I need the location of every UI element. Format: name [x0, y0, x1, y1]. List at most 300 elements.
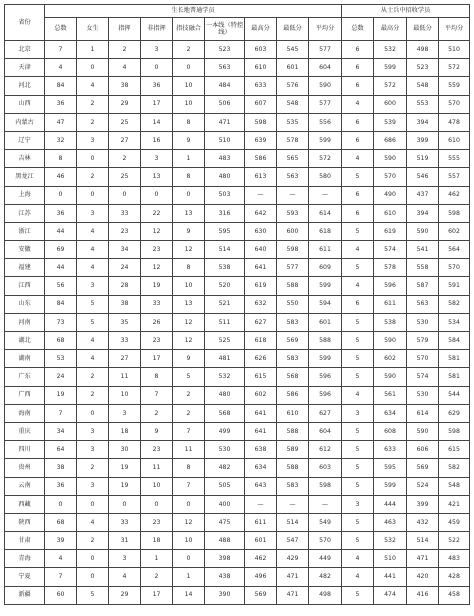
- table-cell: 481: [205, 350, 245, 368]
- table-row: [5, 404, 470, 422]
- table-row: [5, 95, 470, 113]
- table-cell: 569: [245, 586, 277, 604]
- province-cell: 湖南: [5, 350, 45, 368]
- table-cell: 532: [205, 368, 245, 386]
- table-cell: 33: [109, 204, 141, 222]
- table-cell: 8: [173, 168, 205, 186]
- table-cell: 607: [245, 95, 277, 113]
- table-cell: 3: [77, 131, 109, 149]
- table-cell: 609: [309, 259, 342, 277]
- table-cell: 634: [245, 459, 277, 477]
- table-cell: 8: [173, 259, 205, 277]
- table-cell: 19: [141, 277, 173, 295]
- table-cell: 9: [173, 131, 205, 149]
- table-cell: 458: [439, 586, 470, 604]
- table-cell: 598: [439, 422, 470, 440]
- table-cell: 12: [141, 259, 173, 277]
- table-row: [5, 59, 470, 77]
- table-cell: 3: [77, 277, 109, 295]
- table-cell: 33: [109, 332, 141, 350]
- table-cell: 612: [309, 441, 342, 459]
- table-cell: 577: [309, 41, 342, 59]
- table-cell: 4: [77, 513, 109, 531]
- table-cell: 619: [245, 277, 277, 295]
- table-cell: 4: [77, 222, 109, 240]
- table-cell: 534: [439, 313, 470, 331]
- table-cell: 2: [173, 386, 205, 404]
- table-cell: 25: [109, 168, 141, 186]
- table-cell: 520: [205, 277, 245, 295]
- table-cell: 2: [173, 404, 205, 422]
- table-cell: 478: [439, 113, 470, 131]
- table-cell: 2: [77, 368, 109, 386]
- table-cell: 578: [277, 131, 309, 149]
- table-row: [5, 550, 470, 568]
- table-row: [5, 204, 470, 222]
- table-cell: 563: [277, 168, 309, 186]
- table-row: [5, 386, 470, 404]
- table-cell: 629: [439, 404, 470, 422]
- province-cell: 黑龙江: [5, 168, 45, 186]
- col-first-tier-line-header: 一本线（特控线）: [205, 18, 245, 41]
- col-tech-command-header: 指技融合: [173, 18, 205, 41]
- table-row: [5, 495, 470, 513]
- table-cell: 603: [309, 459, 342, 477]
- table-row: [5, 259, 470, 277]
- table-cell: 0: [77, 404, 109, 422]
- table-cell: 569: [277, 332, 309, 350]
- table-cell: 23: [109, 222, 141, 240]
- table-cell: 34: [45, 422, 77, 440]
- table-cell: 3: [141, 150, 173, 168]
- table-cell: 496: [245, 568, 277, 586]
- table-cell: 541: [407, 241, 439, 259]
- table-cell: 596: [309, 386, 342, 404]
- table-cell: 577: [309, 95, 342, 113]
- table-cell: 1: [173, 150, 205, 168]
- local-students-group-header: 生长地普通学员: [45, 5, 342, 18]
- table-cell: 32: [45, 131, 77, 149]
- table-row: [5, 586, 470, 604]
- table-cell: 601: [245, 532, 277, 550]
- table-cell: 5: [342, 586, 374, 604]
- table-cell: 626: [245, 350, 277, 368]
- table-cell: 555: [439, 150, 470, 168]
- table-cell: 10: [173, 532, 205, 550]
- table-cell: 548: [277, 95, 309, 113]
- table-cell: 5: [342, 532, 374, 550]
- table-cell: 53: [45, 350, 77, 368]
- table-cell: 506: [205, 95, 245, 113]
- table-cell: 480: [205, 168, 245, 186]
- table-row: [5, 295, 470, 313]
- table-row: [5, 313, 470, 331]
- table-cell: 565: [277, 150, 309, 168]
- table-row: [5, 477, 470, 495]
- table-cell: 619: [374, 222, 407, 240]
- table-cell: 38: [45, 459, 77, 477]
- table-cell: 4: [77, 332, 109, 350]
- table-row: [5, 532, 470, 550]
- table-cell: 0: [173, 495, 205, 513]
- table-cell: 602: [374, 350, 407, 368]
- table-cell: 1: [77, 41, 109, 59]
- table-cell: 615: [439, 441, 470, 459]
- table-cell: 5: [342, 422, 374, 440]
- table-cell: 28: [109, 277, 141, 295]
- table-cell: 68: [45, 332, 77, 350]
- table-body: [5, 41, 470, 605]
- table-cell: 601: [309, 313, 342, 331]
- table-cell: 2: [77, 386, 109, 404]
- table-cell: 420: [407, 568, 439, 586]
- table-cell: 29: [109, 95, 141, 113]
- table-cell: 563: [407, 295, 439, 313]
- table-cell: 8: [45, 150, 77, 168]
- table-cell: 0: [77, 59, 109, 77]
- table-cell: 633: [245, 77, 277, 95]
- table-cell: 550: [277, 295, 309, 313]
- table-cell: 545: [277, 41, 309, 59]
- table-cell: 4: [342, 386, 374, 404]
- table-cell: 558: [407, 259, 439, 277]
- table-cell: 5: [342, 350, 374, 368]
- table-cell: 610: [374, 204, 407, 222]
- table-cell: 532: [374, 41, 407, 59]
- table-cell: 2: [77, 168, 109, 186]
- table-cell: 510: [439, 41, 470, 59]
- table-cell: 600: [277, 222, 309, 240]
- table-cell: 570: [374, 168, 407, 186]
- table-cell: 574: [374, 241, 407, 259]
- table-cell: 0: [77, 495, 109, 513]
- table-cell: 31: [109, 532, 141, 550]
- table-cell: 582: [439, 459, 470, 477]
- table-cell: 19: [109, 459, 141, 477]
- province-cell: 西藏: [5, 495, 45, 513]
- table-cell: 1: [173, 568, 205, 586]
- table-cell: 564: [439, 241, 470, 259]
- table-cell: 398: [205, 550, 245, 568]
- table-cell: 614: [309, 204, 342, 222]
- table-cell: 2: [141, 404, 173, 422]
- table-cell: 603: [245, 41, 277, 59]
- table-cell: 0: [45, 495, 77, 513]
- table-row: [5, 332, 470, 350]
- table-cell: 10: [173, 95, 205, 113]
- table-cell: 4: [45, 59, 77, 77]
- table-cell: 7: [45, 41, 77, 59]
- table-cell: 611: [245, 513, 277, 531]
- table-cell: 590: [374, 332, 407, 350]
- table-cell: 6: [342, 131, 374, 149]
- table-cell: 570: [407, 350, 439, 368]
- province-cell: 辽宁: [5, 131, 45, 149]
- table-cell: 4: [45, 550, 77, 568]
- province-cell: 江西: [5, 277, 45, 295]
- table-cell: 556: [309, 113, 342, 131]
- table-row: [5, 441, 470, 459]
- table-cell: 5: [77, 586, 109, 604]
- table-cell: 3: [109, 550, 141, 568]
- table-cell: 432: [407, 513, 439, 531]
- table-cell: 24: [45, 368, 77, 386]
- table-cell: 596: [374, 277, 407, 295]
- table-cell: 7: [45, 568, 77, 586]
- table-cell: 511: [205, 313, 245, 331]
- table-cell: 686: [374, 131, 407, 149]
- col-min-score-header: 最低分: [277, 18, 309, 41]
- province-cell: 山东: [5, 295, 45, 313]
- table-row: [5, 568, 470, 586]
- table-cell: 578: [374, 259, 407, 277]
- table-cell: 24: [109, 259, 141, 277]
- table-cell: 0: [109, 495, 141, 513]
- province-cell: 天津: [5, 59, 45, 77]
- table-cell: 13: [173, 204, 205, 222]
- table-cell: 4: [77, 350, 109, 368]
- table-cell: 34: [109, 241, 141, 259]
- header-row-columns: [5, 18, 470, 41]
- col-command-header: 指挥: [109, 18, 141, 41]
- table-cell: 7: [141, 386, 173, 404]
- table-cell: 525: [205, 332, 245, 350]
- table-cell: 583: [277, 477, 309, 495]
- table-cell: 595: [374, 459, 407, 477]
- table-cell: 643: [245, 477, 277, 495]
- table-cell: 4: [77, 259, 109, 277]
- admissions-score-table: [4, 4, 470, 605]
- table-cell: 586: [245, 150, 277, 168]
- table-cell: 3: [109, 404, 141, 422]
- table-cell: 632: [245, 295, 277, 313]
- table-cell: 4: [342, 241, 374, 259]
- table-cell: 633: [374, 441, 407, 459]
- table-cell: 44: [45, 259, 77, 277]
- table-cell: 13: [141, 168, 173, 186]
- table-cell: 480: [205, 386, 245, 404]
- table-cell: 579: [407, 332, 439, 350]
- table-cell: 505: [205, 477, 245, 495]
- province-cell: 云南: [5, 477, 45, 495]
- province-cell: 宁夏: [5, 568, 45, 586]
- province-cell: 新疆: [5, 586, 45, 604]
- table-cell: 6: [342, 204, 374, 222]
- table-cell: 13: [173, 295, 205, 313]
- table-cell: 437: [407, 186, 439, 204]
- table-cell: 482: [309, 568, 342, 586]
- table-cell: 462: [439, 186, 470, 204]
- table-cell: 590: [407, 222, 439, 240]
- table-cell: 640: [245, 241, 277, 259]
- table-cell: 23: [141, 241, 173, 259]
- table-cell: 499: [205, 422, 245, 440]
- table-cell: 14: [141, 113, 173, 131]
- admissions-table-container: [4, 4, 469, 605]
- table-cell: 5: [342, 259, 374, 277]
- table-cell: 18: [141, 532, 173, 550]
- table-cell: 394: [407, 113, 439, 131]
- table-cell: 604: [309, 59, 342, 77]
- table-cell: 627: [309, 404, 342, 422]
- table-cell: 471: [277, 568, 309, 586]
- table-row: [5, 131, 470, 149]
- table-cell: 588: [277, 422, 309, 440]
- table-cell: 586: [277, 386, 309, 404]
- table-cell: 582: [439, 295, 470, 313]
- table-cell: 0: [45, 186, 77, 204]
- table-cell: 36: [45, 204, 77, 222]
- table-cell: 569: [407, 459, 439, 477]
- table-cell: 638: [245, 441, 277, 459]
- table-cell: 5: [173, 368, 205, 386]
- table-cell: 590: [374, 368, 407, 386]
- table-cell: 484: [205, 77, 245, 95]
- table-cell: 599: [309, 131, 342, 149]
- province-cell: 广东: [5, 368, 45, 386]
- table-cell: 84: [45, 77, 77, 95]
- table-cell: 627: [245, 313, 277, 331]
- table-cell: 583: [277, 350, 309, 368]
- table-cell: 12: [173, 313, 205, 331]
- table-cell: 618: [245, 332, 277, 350]
- table-cell: 7: [45, 404, 77, 422]
- table-cell: 8: [173, 113, 205, 131]
- table-cell: 438: [205, 568, 245, 586]
- table-cell: 610: [439, 131, 470, 149]
- province-cell: 北京: [5, 41, 45, 59]
- table-cell: 449: [309, 550, 342, 568]
- table-cell: 0: [141, 186, 173, 204]
- table-cell: 3: [77, 204, 109, 222]
- table-cell: 19: [109, 477, 141, 495]
- table-cell: 599: [374, 59, 407, 77]
- table-cell: 9: [141, 422, 173, 440]
- table-cell: 6: [342, 113, 374, 131]
- table-cell: 590: [309, 77, 342, 95]
- table-row: [5, 459, 470, 477]
- table-cell: 641: [245, 259, 277, 277]
- soldier-col-min-header: 最低分: [407, 18, 439, 41]
- table-cell: 557: [439, 168, 470, 186]
- table-cell: 416: [407, 586, 439, 604]
- table-cell: 601: [277, 59, 309, 77]
- table-cell: 0: [173, 186, 205, 204]
- table-cell: 598: [309, 477, 342, 495]
- table-cell: 36: [45, 95, 77, 113]
- table-cell: 33: [141, 295, 173, 313]
- table-cell: 599: [309, 277, 342, 295]
- table-cell: 5: [342, 459, 374, 477]
- table-cell: 44: [45, 222, 77, 240]
- table-cell: 587: [407, 277, 439, 295]
- province-cell: 吉林: [5, 150, 45, 168]
- table-cell: 608: [374, 422, 407, 440]
- soldier-col-max-header: 最高分: [374, 18, 407, 41]
- table-cell: 56: [45, 277, 77, 295]
- table-cell: 498: [407, 41, 439, 59]
- table-cell: 532: [374, 532, 407, 550]
- table-cell: 16: [141, 131, 173, 149]
- table-cell: 2: [77, 459, 109, 477]
- table-row: [5, 350, 470, 368]
- table-cell: 602: [245, 386, 277, 404]
- table-cell: 25: [109, 113, 141, 131]
- table-cell: 580: [309, 168, 342, 186]
- table-cell: 604: [309, 422, 342, 440]
- table-cell: 596: [309, 368, 342, 386]
- table-cell: 4: [77, 241, 109, 259]
- table-cell: 2: [77, 113, 109, 131]
- soldier-col-avg-header: 平均分: [439, 18, 470, 41]
- province-cell: 四川: [5, 441, 45, 459]
- province-cell: 陕西: [5, 513, 45, 531]
- table-cell: 488: [205, 532, 245, 550]
- table-cell: 38: [109, 295, 141, 313]
- table-cell: 6: [342, 59, 374, 77]
- table-cell: 33: [109, 513, 141, 531]
- table-cell: 3: [342, 495, 374, 513]
- table-cell: 2: [109, 41, 141, 59]
- table-cell: 14: [173, 586, 205, 604]
- table-cell: 400: [205, 495, 245, 513]
- table-cell: 570: [439, 95, 470, 113]
- table-cell: 614: [407, 404, 439, 422]
- table-cell: 18: [109, 422, 141, 440]
- table-cell: 524: [407, 477, 439, 495]
- table-cell: 394: [407, 204, 439, 222]
- table-cell: 316: [205, 204, 245, 222]
- soldier-col-total-header: 总数: [342, 18, 374, 41]
- table-cell: 0: [173, 59, 205, 77]
- table-cell: 5: [342, 313, 374, 331]
- province-cell: 山西: [5, 95, 45, 113]
- table-cell: 6: [342, 41, 374, 59]
- province-cell: 河北: [5, 77, 45, 95]
- table-cell: 8: [141, 368, 173, 386]
- table-cell: 9: [173, 222, 205, 240]
- table-row: [5, 222, 470, 240]
- table-cell: 0: [141, 59, 173, 77]
- table-cell: 36: [141, 77, 173, 95]
- table-cell: 12: [173, 241, 205, 259]
- table-cell: —: [245, 495, 277, 513]
- table-cell: 598: [277, 241, 309, 259]
- table-cell: 546: [407, 168, 439, 186]
- table-cell: 561: [374, 386, 407, 404]
- table-cell: 399: [407, 131, 439, 149]
- table-cell: 538: [205, 259, 245, 277]
- table-cell: 595: [205, 222, 245, 240]
- table-cell: 483: [205, 150, 245, 168]
- table-cell: 471: [277, 586, 309, 604]
- table-cell: 5: [77, 295, 109, 313]
- table-cell: 523: [205, 41, 245, 59]
- table-row: [5, 168, 470, 186]
- table-cell: 530: [407, 386, 439, 404]
- table-cell: 570: [439, 259, 470, 277]
- table-cell: 12: [173, 513, 205, 531]
- table-cell: 482: [205, 459, 245, 477]
- table-cell: 514: [205, 241, 245, 259]
- table-cell: 428: [439, 568, 470, 586]
- table-cell: 490: [374, 186, 407, 204]
- table-cell: 590: [407, 422, 439, 440]
- table-cell: 421: [439, 495, 470, 513]
- table-cell: 4: [342, 550, 374, 568]
- province-cell: 湖北: [5, 332, 45, 350]
- table-cell: 4: [342, 277, 374, 295]
